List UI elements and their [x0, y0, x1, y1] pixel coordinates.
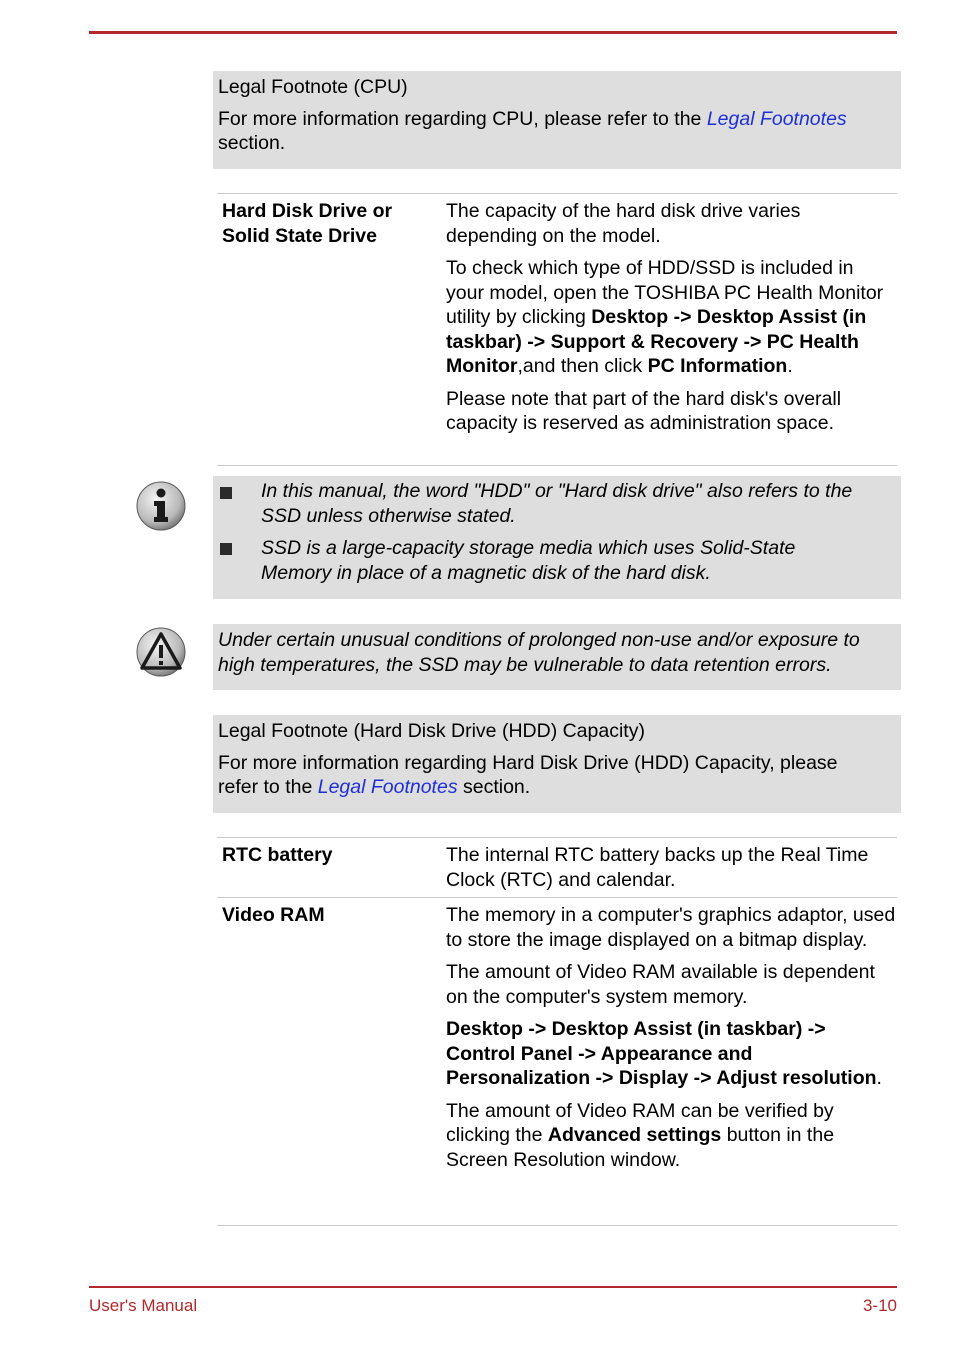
- cpu-legal-footnote: [213, 71, 901, 169]
- header-rule: [89, 31, 897, 34]
- hdd-description: The capacity of the hard disk drive varies depending on the model. To check which type of HDD/SSD is included in your model, open the TOSHIBA PC Health Monitor utility by clicking Desktop -> Desktop Assist (in taskbar) -> Support & Recovery -> PC Health Monitor,and then click PC Information. Please note that part of the hard disk's overall capacity is reserved as administration space.: [446, 200, 884, 434]
- info-bullet-1: In this manual, the word "HDD" or "Hard disk drive" also refers to the SSD unless otherwise stated.: [261, 480, 853, 527]
- vram-term: Video RAM: [222, 904, 325, 926]
- rtc-description: The internal RTC battery backs up the Real Time Clock (RTC) and calendar.: [446, 844, 869, 891]
- bullet-marker: [220, 487, 232, 499]
- rtc-term: RTC battery: [222, 844, 333, 866]
- warning-icon: [135, 626, 187, 678]
- footer-page-number: 3-10: [862, 1296, 897, 1315]
- vram-description: The memory in a computer's graphics adaptor, used to store the image displayed on a bitmap display. The amount of Video RAM available is dependent on the computer's system memory. Desktop -> Desktop Assist (in taskbar) -> Control Panel -> Appearance and Personalization -> Display -> Adjust resolution. The amount of Video RAM can be verified by clicking the Advanced settings button in the Screen Resolution window.: [446, 904, 896, 1171]
- cpu-footnote-text: For more information regarding CPU, please refer to the Legal Footnotes section.: [218, 107, 847, 154]
- hdd-footnote-text: For more information regarding Hard Disk Drive (HDD) Capacity, please refer to the Legal Footnotes section.: [218, 751, 838, 798]
- legal-footnotes-link[interactable]: Legal Footnotes: [706, 107, 847, 130]
- cpu-footnote-title: Legal Footnote (CPU): [218, 76, 408, 98]
- rtc-spec-row: [217, 837, 897, 898]
- bullet-marker: [220, 543, 232, 555]
- hdd-legal-footnote: [213, 715, 901, 813]
- info-bullet-2: SSD is a large-capacity storage media which uses Solid-State Memory in place of a magnetic disk of the hard disk.: [261, 537, 796, 584]
- footer-manual-title: User's Manual: [89, 1296, 198, 1315]
- hdd-term: Hard Disk Drive or Solid State Drive: [222, 200, 393, 247]
- footer-rule: [89, 1286, 897, 1288]
- vram-spec-row: [217, 897, 897, 1226]
- hdd-footnote-title: Legal Footnote (Hard Disk Drive (HDD) Capacity): [218, 720, 645, 742]
- info-note: [213, 476, 901, 599]
- legal-footnotes-link[interactable]: Legal Footnotes: [317, 776, 458, 798]
- hdd-spec-row: [217, 193, 897, 466]
- caution-note: Under certain unusual conditions of prolonged non-use and/or exposure to high temperatures, the SSD may be vulnerable to data retention errors.: [213, 624, 901, 690]
- info-icon: [135, 480, 187, 532]
